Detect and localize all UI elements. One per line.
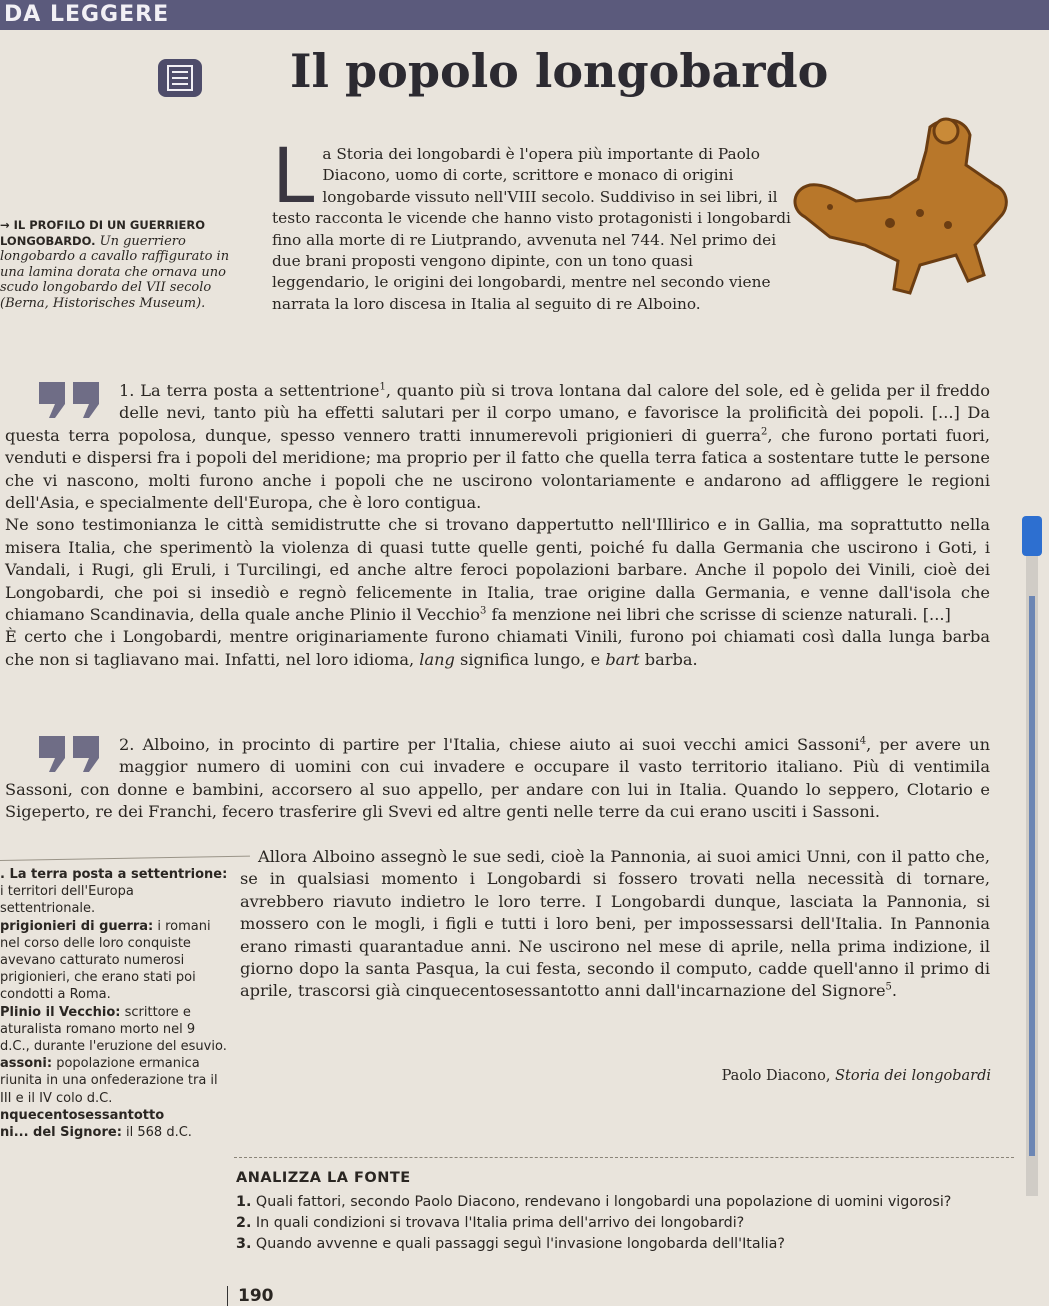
- question-item: 2. In quali condizioni si trovava l'Italia prima dell'arrivo dei longobardi?: [236, 1215, 745, 1231]
- glossary-item: Plinio il Vecchio: scrittore e aturalista romano morto nel 9 d.C., durante l'eruzione del esuvio.: [0, 1004, 227, 1055]
- question-item: 3. Quando avvenne e quali passaggi seguì l'invasione longobarda dell'Italia?: [236, 1236, 785, 1252]
- divider: [0, 856, 250, 861]
- figure-caption: [0, 218, 255, 311]
- section-label: DA LEGGERE: [4, 2, 170, 27]
- pen-icon: [1008, 516, 1049, 1216]
- glossary-item: nquecentosessantotto: [0, 1107, 165, 1123]
- page-title: Il popolo longobardo: [290, 44, 829, 98]
- quote-icon: [35, 734, 107, 774]
- divider: [234, 1157, 1014, 1158]
- glossary: [0, 866, 228, 1141]
- header-band: [0, 0, 1049, 30]
- source-text-1: 1. La terra posta a settentrione$^1$, quanto più si trova lontana dal calore del sole, ed è gelida per il freddo delle nevi, tanto più ha effetti salutari per il corpo umano, e favorisce la prolificità dei popoli. [...] Da questa terra popolosa, dunque, spesso vennero tratti innumerevoli prigionieri di guerra$^2$, che furono portati fuori, venduti e dispersi fra i popoli del meridione; ma proprio per il fatto che quella terra fatica a sostentare tutte le persone che vi nascono, molti furono anche i popoli che ne uscirono volontariamente e andarono ad affliggere le regioni dell'Asia, e specialmente dell'Europa, che è loro contigua. Ne sono testimonianza le città semidistrutte che si trovano dappertutto nell'Illirico e in Gallia, ma soprattutto nella misera Italia, che sperimentò la violenza di quasi tutte quelle genti, poiché fu dalla Germania che uscirono i Goti, i Vandali, i Rugi, gli Eruli, i Turcilingi, ed anche altre feroci popolazioni barbare. Anche il popolo dei Vinili, cioè dei Longobardi, che poi si insediò e regnò felicemente in Italia, trae origine dalla Germania, e venne dall'isola che chiamano Scandinavia, della quale anche Plinio il Vecchio$^3$ fa menzione nei libri che scrisse di scienze naturali. [...] È certo che i Longobardi, mentre originariamente furono chiamati Vinili, furono poi chiamati così dalla lunga barba che non si tagliavano mai. Infatti, nel loro idioma, lang significa lungo, e bart barba.: [5, 381, 990, 669]
- caption-heading: → IL PROFILO DI UN GUERRIERO LONGOBARDO.: [0, 218, 206, 248]
- source-credit: Paolo Diacono, Storia dei longobardi: [721, 1068, 991, 1084]
- glossary-item: . La terra posta a settentrione: i territori dell'Europa settentrionale.: [0, 867, 228, 917]
- page-number: 190: [227, 1286, 274, 1306]
- warrior-shield-plate-image: [770, 105, 1030, 350]
- book-icon: [157, 58, 203, 98]
- quote-icon: [35, 380, 107, 420]
- source-text-2: 2. Alboino, in procinto di partire per l'Italia, chiese aiuto ai suoi vecchi amici Sassoni$^4$, per avere un maggior numero di uomini con cui invadere e occupare il vasto territorio italiano. Più di ventimila Sassoni, con donne e bambini, accorsero al suo appello, per andare con lui in Italia. Quando lo seppero, Clotario e Sigeperto, re dei Franchi, fecero trasferire gli Svevi ed altre genti nelle terre da cui erano usciti i Sassoni.: [5, 735, 991, 822]
- intro-text: a Storia dei longobardi è l'opera più importante di Paolo Diacono, uomo di corte, scrittore e monaco di origini longobarde vissuto nell'VIII secolo. Suddiviso in sei libri, il testo racconta le vicende che hanno visto protagonisti i longobardi fino alla morte di re Liutprando, avvenuta nel 744. Nel primo dei due brani proposti vengono dipinte, con un tono quasi leggendario, le origini dei longobardi, mentre nel secondo viene narrata la loro discesa in Italia al seguito di re Alboino.: [272, 145, 791, 313]
- source-text-2-continued: Allora Alboino assegnò le sue sedi, cioè la Pannonia, ai suoi amici Unni, con il patto che, se in qualsiasi momento i Longobardi si fossero trovati nella necessità di tornare, avrebbero riavuto indietro le loro terre. I Longobardi dunque, lasciata la Pannonia, si mossero con le mogli, i figli e tutti i loro beni, per impossessarsi dell'Italia. In Pannonia erano rimasti quarantadue anni. Ne uscirono nel mese di aprile, nella prima indizione, il giorno dopo la santa Pasqua, la cui festa, secondo il computo, cadde quell'anno il primo di aprile, trascorsi già cinquecentosessantotto anni dall'incarnazione del Signore$^5$.: [240, 847, 990, 1001]
- glossary-item: assoni: popolazione ermanica riunita in una onfederazione tra il III e il IV colo d.C.: [0, 1056, 218, 1106]
- question-item: 1. Quali fattori, secondo Paolo Diacono, rendevano i longobardi una popolazione di uomini vigorosi?: [236, 1194, 952, 1210]
- intro-paragraph: [272, 131, 792, 315]
- caption-text: Un guerriero longobardo a cavallo raffigurato in una lamina dorata che ornava uno scudo longobardo del VII secolo (Berna, Historisches Museum).: [0, 233, 230, 311]
- question-list: [236, 1192, 1036, 1255]
- glossary-item: prigionieri di guerra: i romani nel corso delle loro conquiste avevano catturato numerosi prigionieri, che erano stati poi condotti a Roma.: [0, 918, 211, 1003]
- drop-cap: L: [272, 131, 315, 220]
- glossary-item: ni... del Signore: il 568 d.C.: [0, 1125, 192, 1141]
- exercise-heading: ANALIZZA LA FONTE: [236, 1170, 411, 1186]
